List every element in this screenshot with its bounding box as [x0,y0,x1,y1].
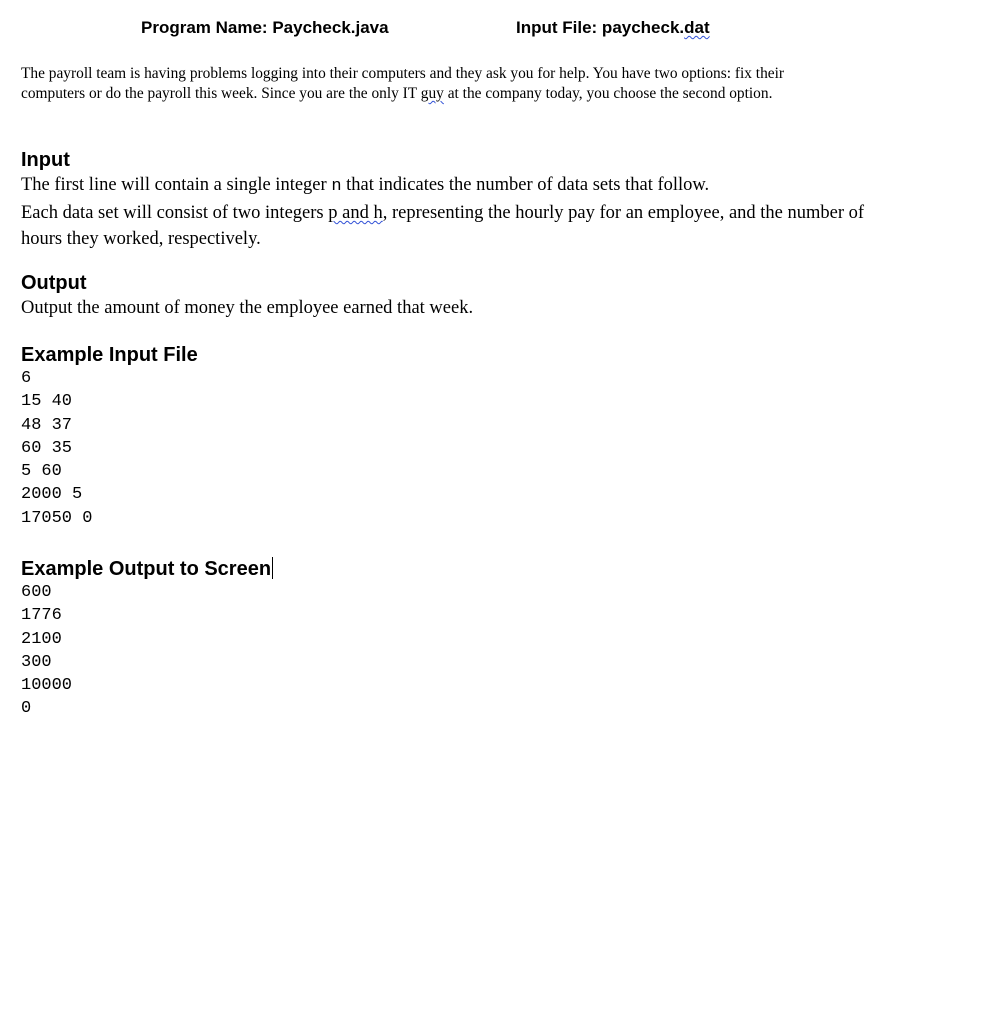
code-line: 10000 [21,676,73,696]
text-cursor [272,557,273,579]
intro-spellcheck-word: guy [420,85,444,102]
input-file-label [516,18,710,38]
code-line: 15 40 [21,392,73,412]
example-output-heading-row [21,557,901,581]
example-input-heading: Example Input File [21,344,198,366]
example-input-section [21,343,901,530]
input-description [21,172,901,252]
code-line: 1776 [21,606,62,626]
code-line: 48 37 [21,415,73,435]
intro-text-end: at the company today, you choose the second option. [443,85,773,102]
output-description: Output the amount of money the employee earned that week. [21,298,474,318]
code-line: 2100 [21,629,62,649]
output-heading: Output [21,272,87,294]
input-line2-start: Each data set will consist of two integers [21,203,329,223]
intro-text-start: The payroll team is having problems logging into their computers and they ask you for help. You have two options: fix their computers or do the payroll this week. Since you are the only IT [21,65,784,102]
input-file-extension: dat [684,18,710,37]
program-name-label: Program Name: Paycheck.java [141,18,389,37]
code-line: 0 [21,699,32,719]
code-line: 600 [21,583,52,602]
input-section [21,148,901,252]
example-input-code [21,367,901,530]
input-line2-end: , representing the hourly pay for an employee, and the number of hours they worked, respectively. [21,203,865,249]
example-output-section [21,557,901,721]
input-var-p-and-h: p and h [328,203,383,223]
code-line: 60 35 [21,438,73,458]
code-line: 300 [21,652,52,672]
output-section [21,271,901,321]
problem-intro [21,64,851,104]
input-line1-start: The first line will contain a single integer [21,175,332,195]
input-var-n: n [331,177,342,196]
example-output-heading: Example Output to Screen [21,558,272,580]
input-heading: Input [21,149,70,171]
code-line: 6 [21,369,32,388]
code-line: 5 60 [21,462,62,482]
code-line: 2000 5 [21,485,83,505]
input-line1-end: that indicates the number of data sets that follow. [341,175,710,195]
problem-header [21,18,961,42]
code-line: 17050 0 [21,508,93,528]
example-output-code [21,581,901,721]
input-file-name: Input File: paycheck. [516,18,685,37]
